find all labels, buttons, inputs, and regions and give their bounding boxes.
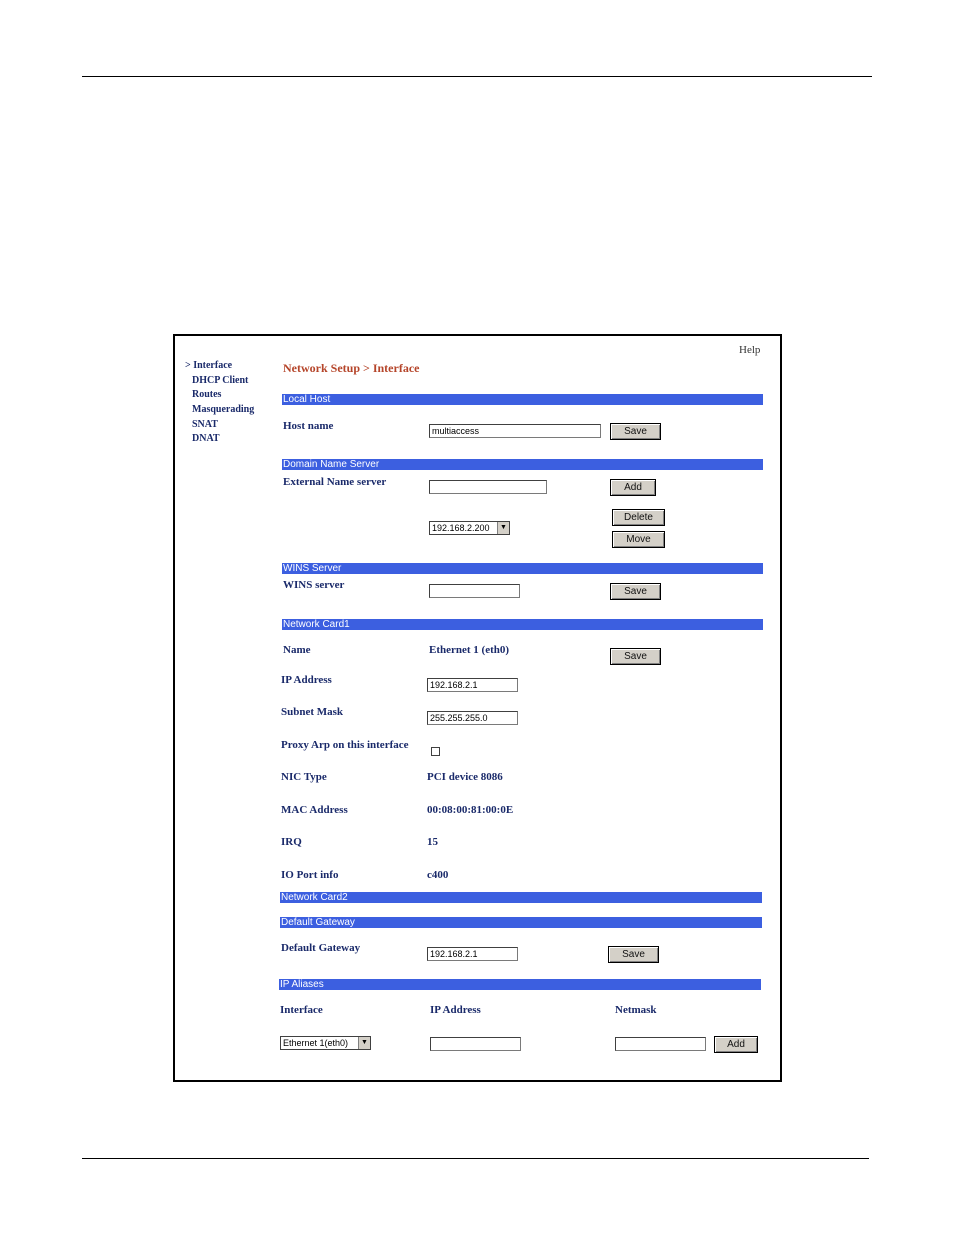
nic-type-value: PCI device 8086 — [427, 771, 503, 783]
nav-item-masquerading[interactable]: Masquerading — [192, 404, 255, 415]
irq-label: IRQ — [281, 836, 302, 848]
irq-value: 15 — [427, 836, 438, 848]
aliases-interface-header: Interface — [280, 1004, 323, 1016]
aliases-add-button[interactable]: Add — [714, 1036, 758, 1053]
section-ip-aliases: IP Aliases — [279, 979, 761, 990]
dns-add-button[interactable]: Add — [610, 479, 656, 496]
proxy-arp-checkbox[interactable] — [431, 747, 440, 756]
io-port-label: IO Port info — [281, 869, 339, 881]
dns-move-button[interactable]: Move — [612, 531, 665, 548]
section-domain-name-server: Domain Name Server — [282, 459, 763, 470]
external-name-server-label: External Name server — [283, 476, 387, 488]
proxy-arp-label: Proxy Arp on this interface — [281, 739, 409, 751]
top-rule — [82, 76, 872, 77]
section-network-card1: Network Card1 — [282, 619, 763, 630]
aliases-netmask-header: Netmask — [615, 1004, 657, 1016]
card1-name-label: Name — [283, 644, 311, 656]
nav-item-interface[interactable]: > Interface — [185, 360, 233, 371]
mac-address-label: MAC Address — [281, 804, 348, 816]
screenshot-frame — [173, 334, 782, 1082]
aliases-interface-selected: Ethernet 1(eth0) — [283, 1038, 349, 1048]
gateway-save-button[interactable]: Save — [608, 946, 659, 963]
help-link[interactable]: Help — [739, 344, 761, 356]
section-default-gateway: Default Gateway — [280, 917, 762, 928]
card1-ip-label: IP Address — [281, 674, 332, 686]
io-port-value: c400 — [427, 869, 449, 881]
dns-delete-button[interactable]: Delete — [612, 509, 665, 526]
card1-name-value: Ethernet 1 (eth0) — [429, 644, 510, 656]
wins-server-input[interactable] — [429, 584, 520, 598]
aliases-interface-select[interactable] — [280, 1036, 371, 1050]
card1-subnet-mask-input[interactable] — [427, 711, 518, 725]
nic-type-label: NIC Type — [281, 771, 327, 783]
mac-address-value: 00:08:00:81:00:0E — [427, 804, 514, 816]
chevron-down-icon[interactable]: ▼ — [497, 522, 509, 534]
card1-save-button[interactable]: Save — [610, 648, 661, 665]
wins-server-label: WINS server — [283, 579, 345, 591]
external-name-server-input[interactable] — [429, 480, 547, 494]
bottom-rule — [82, 1158, 869, 1159]
section-local-host: Local Host — [282, 394, 763, 405]
default-gateway-input[interactable] — [427, 947, 518, 961]
card1-ip-input[interactable] — [427, 678, 518, 692]
nav-item-dnat[interactable]: DNAT — [192, 433, 220, 444]
nav-item-dhcp-client[interactable]: DHCP Client — [192, 375, 249, 386]
host-name-save-button[interactable]: Save — [610, 423, 661, 440]
section-wins-server: WINS Server — [282, 563, 763, 574]
host-name-label: Host name — [283, 420, 334, 432]
aliases-ip-header: IP Address — [430, 1004, 481, 1016]
wins-save-button[interactable]: Save — [610, 583, 661, 600]
nav-item-snat[interactable]: SNAT — [192, 419, 218, 430]
host-name-input[interactable] — [429, 424, 601, 438]
aliases-netmask-input[interactable] — [615, 1037, 706, 1051]
aliases-ip-input[interactable] — [430, 1037, 521, 1051]
section-network-card2: Network Card2 — [280, 892, 762, 903]
card1-subnet-mask-label: Subnet Mask — [281, 706, 344, 718]
nav-item-routes[interactable]: Routes — [192, 389, 222, 400]
page-title: Network Setup > Interface — [283, 361, 420, 375]
dns-server-selected: 192.168.2.200 — [432, 523, 490, 533]
chevron-down-icon[interactable]: ▼ — [358, 1037, 370, 1049]
dns-server-select[interactable] — [429, 521, 510, 535]
default-gateway-label: Default Gateway — [281, 942, 361, 954]
